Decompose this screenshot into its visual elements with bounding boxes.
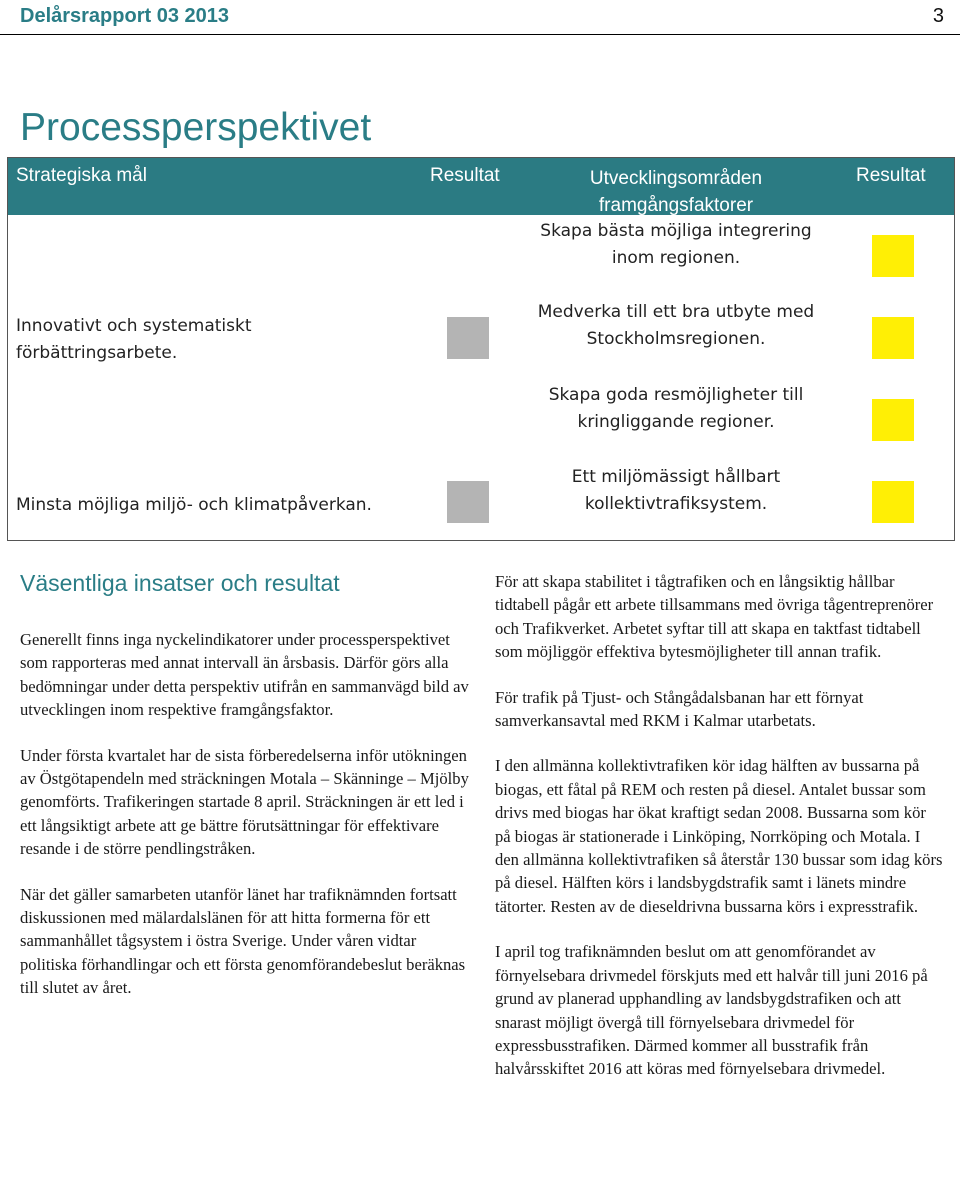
area-result-indicator <box>872 317 914 359</box>
paragraph: När det gäller samarbeten utanför länet har trafiknämnden fortsatt diskussionen med mälardalslänen för att hitta formerna för ett sammanhållet tågsystem i östra Sverige. Under våren vidtar politiska förhandlingar och ett första genomförandebeslut beräknas till slutet av året. <box>20 884 466 998</box>
paragraph: För att skapa stabilitet i tågtrafiken och en långsiktig hållbar tidtabell pågår ett arbete tillsammans med övriga tågentreprenörer och Trafikverket. Arbetet syftar till att skapa en taktfast tidtabell som möjliggör effektiva bytesmöjligheter till annan trafik. <box>495 572 934 662</box>
goals-table <box>7 157 955 541</box>
paragraph: Under första kvartalet har de sista förberedelserna inför utökningen av Östgötapendeln med sträckningen Motala – Skänninge – Mjölby genomförts. Trafikeringen startade 8 april. Sträckningen är ett led i ett långsiktigt arbete att ge bättre förutsättningar för effektivare resande i de större pendlingstråken. <box>20 745 469 859</box>
header-development-areas: Utvecklingsområden framgångsfaktorer <box>589 168 763 216</box>
area-result-indicator <box>872 481 914 523</box>
header-result-2: Resultat <box>856 165 926 186</box>
goal-innovation: Innovativt och systematiskt förbättringsarbete. <box>16 316 252 363</box>
paragraph: I den allmänna kollektivtrafiken kör idag hälften av bussarna på biogas, ett fåtal på REM och resten på diesel. Antalet bussar som drivs med biogas har ökat kraftigt sedan 2008. Bussarna som kör på biogas är stationerade i Linköping, Norrköping och Motala. I den allmänna kollektivtrafiken så återstår 130 bussar som idag körs på diesel. Hälften körs i landsbygdstrafik samt i länets mindre tätorter. Resten av de dieseldrivna bussarna körs i expresstrafik. <box>495 756 943 916</box>
header-result: Resultat <box>430 165 500 186</box>
goal-result-indicator <box>447 317 489 359</box>
page-title: Processperspektivet <box>20 106 372 149</box>
report-title: Delårsrapport 03 2013 <box>20 5 230 27</box>
page-number: 3 <box>932 5 944 27</box>
table-header <box>8 158 954 215</box>
section-title: Väsentliga insatser och resultat <box>20 570 340 596</box>
area-result-indicator <box>872 399 914 441</box>
area-result-indicator <box>872 235 914 277</box>
right-column <box>495 570 945 1103</box>
left-column <box>20 628 470 1022</box>
area-integration: Skapa bästa möjliga integrering inom regionen. <box>540 221 812 268</box>
area-sustainable-transit: Ett miljömässigt hållbart kollektivtrafiksystem. <box>571 467 781 514</box>
area-stockholm: Medverka till ett bra utbyte med Stockholmsregionen. <box>537 302 815 349</box>
paragraph: För trafik på Tjust- och Stångådalsbanan har ett förnyat samverkansavtal med RKM i Kalmar utarbetats. <box>495 687 864 731</box>
goal-result-indicator <box>447 481 489 523</box>
area-neighbouring-regions: Skapa goda resmöjligheter till kringliggande regioner. <box>548 385 804 432</box>
header-strategic-goals: Strategiska mål <box>16 165 147 186</box>
paragraph: I april tog trafiknämnden beslut om att genomförandet av förnyelsebara drivmedel förskjuts med ett halvår till juni 2016 på grund av planerad upphandling av landsbygdstrafiken och att snarast möjligt övergå till förnyelsebara drivmedel för expressbusstrafiken. Därmed kommer all busstrafik från halvårsskiftet 2016 att köras med förnyelsebara drivmedel. <box>495 942 928 1079</box>
page-header <box>0 0 960 35</box>
goal-environment: Minsta möjliga miljö- och klimatpåverkan. <box>16 495 372 515</box>
paragraph: Generellt finns inga nyckelindikatorer under processperspektivet som rapporteras med annat intervall än årsbasis. Därför görs alla bedömningar under detta perspektiv utifrån en sammanvägd bild av utvecklingen inom respektive framgångsfaktor. <box>20 630 469 720</box>
